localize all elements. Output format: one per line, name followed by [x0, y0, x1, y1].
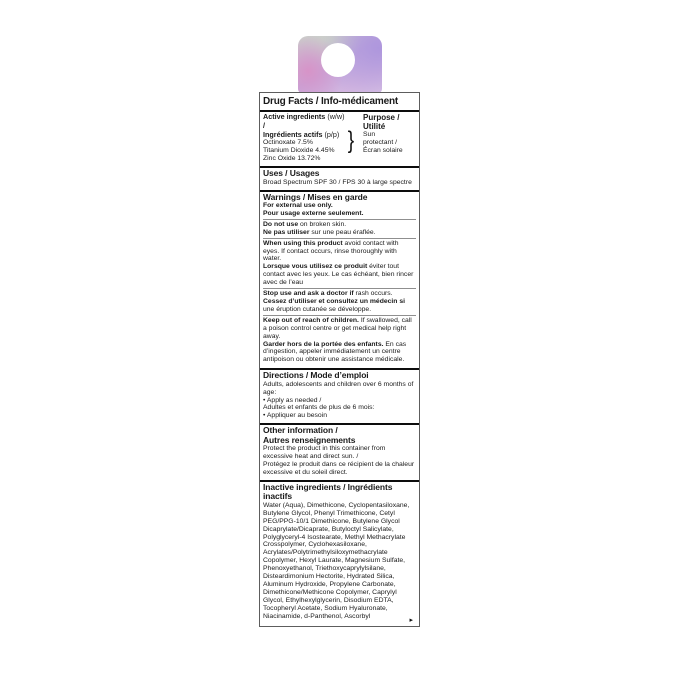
active-heading-fr: Ingrédients actifs (p/p): [263, 129, 340, 139]
warning-statement: Cessez d’utiliser et consultez un médecin si une éruption cutanée se développe.: [263, 297, 406, 313]
warning-statement: When using this product avoid contact with eyes. If contact occurs, rinse thoroughly with water.: [263, 239, 399, 263]
warning-statement: Keep out of reach of children. If swallowed, call a poison control centre or get medical help right away.: [263, 316, 412, 340]
purpose-value-line: Sun: [363, 131, 376, 139]
brace-icon: }: [347, 127, 355, 154]
warning-group: [263, 238, 416, 288]
active-ingredients-heading: [263, 113, 347, 139]
warning-group: [263, 202, 416, 219]
punch-hole-icon: [321, 43, 355, 77]
warning-group: [263, 315, 416, 365]
warning-statement: Garder hors de la portée des enfants. En cas d’ingestion, appeler immédiatement un centre antipoison ou obtenir une assistance médicale.: [263, 340, 407, 364]
uses-heading: Uses / Usages: [263, 168, 320, 179]
directions-section: [260, 368, 419, 423]
uses-line: Broad Spectrum SPF 30 / FPS 30 à large spectre: [263, 178, 412, 186]
warning-statement: Pour usage externe seulement.: [263, 209, 364, 217]
purpose-column: [363, 113, 416, 163]
continuation-arrow-icon: ▸: [409, 617, 413, 625]
other-information-section: [260, 423, 419, 480]
drug-facts-title: Drug Facts / Info-médicament: [263, 96, 398, 107]
uses-body: [263, 179, 416, 187]
active-ingredients-section: [260, 110, 419, 166]
warning-group: [263, 288, 416, 315]
inactive-ingredients-section: [260, 480, 419, 624]
other-heading-line: Other information /: [263, 425, 338, 436]
warning-statement: Ne pas utiliser sur une peau éraflée.: [263, 228, 376, 236]
inactive-heading-line: inactifs: [263, 491, 292, 502]
hang-tab: [298, 36, 382, 93]
directions-line: • Apply as needed /: [263, 396, 322, 404]
inactive-ingredients-heading: [263, 483, 416, 502]
other-heading-line: Autres renseignements: [263, 434, 356, 445]
other-information-heading: [263, 426, 416, 445]
purpose-heading-line: Purpose /: [363, 113, 400, 122]
directions-line: Adultes et enfants de plus de 6 mois:: [263, 404, 375, 412]
directions-heading: Directions / Mode d’emploi: [263, 370, 369, 381]
active-ingredient-line: Octinoxate 7.5%: [263, 139, 313, 147]
inactive-ingredients-body: [263, 502, 416, 621]
uses-section: [260, 166, 419, 189]
active-heading-en: Active ingredients (w/w) /: [263, 112, 345, 130]
other-information-body: [263, 445, 416, 477]
warning-statement: Do not use on broken skin.: [263, 220, 347, 228]
inactive-heading-line: Inactive ingredients / Ingrédients: [263, 481, 393, 492]
warnings-section: [260, 190, 419, 369]
purpose-value-line: protectant /: [363, 139, 398, 147]
warning-statement: Stop use and ask a doctor if rash occurs.: [263, 290, 393, 298]
warning-statement: Lorsque vous utilisez ce produit éviter tout contact avec les yeux. Le cas échéant, bien rincer avec de l’eau: [263, 263, 414, 287]
other-body-line: Protect the product in this container from excessive heat and direct sun. /: [263, 445, 386, 461]
drug-facts-panel: [259, 92, 420, 627]
directions-line: • Appliquer au besoin: [263, 412, 327, 420]
warnings-heading: Warnings / Mises en garde: [263, 191, 368, 202]
other-body-line: Protégez le produit dans ce récipient de la chaleur excessive et du soleil direct.: [263, 461, 415, 476]
active-ingredients-row: [263, 113, 416, 163]
warning-statement: For external use only.: [263, 202, 333, 210]
directions-body: [263, 381, 416, 421]
active-ingredient-line: Titanium Dioxide 4.45%: [263, 147, 335, 155]
purpose-heading-line: Utilité: [363, 122, 386, 132]
purpose-value-line: Écran solaire: [363, 147, 403, 155]
warnings-body: [263, 202, 416, 365]
active-ingredient-line: Zinc Oxide 13.72%: [263, 155, 321, 163]
directions-line: Adults, adolescents and children over 6 months of age:: [263, 380, 414, 396]
inactive-body-text: Water (Aqua), Dimethicone, Cyclopentasiloxane, Butylene Glycol, Phenyl Trimethicone, Cetyl PEG/PPG-10/1 Dimethicone, Butylene Glycol Dicaprylate/Dicaprate, Butyloctyl Salicylate, Polyglyceryl-4 Isostearate, Methyl Methacrylate Crosspolymer, Cyclohexasiloxane, Acrylates/Polytrimethylsiloxymethacrylate Copolymer, Hexyl Laurate, Magnesium Sulfate, Phenoxyethanol, Triethoxycaprylylsilane, Disteardimonium Hectorite, Hydrated Silica, Aluminum Hydroxide, Propylene Carbonate, Dimethicone/Methicone Copolymer, Caprylyl Glycol, Ethylhexylglycerin, Disodium EDTA, Tocopheryl Acetate, Sodium Hyaluronate, Niacinamide, d-Panthenol, Ascorbyl: [263, 501, 410, 620]
warning-group: [263, 219, 416, 238]
active-ingredients-list: [263, 139, 347, 163]
